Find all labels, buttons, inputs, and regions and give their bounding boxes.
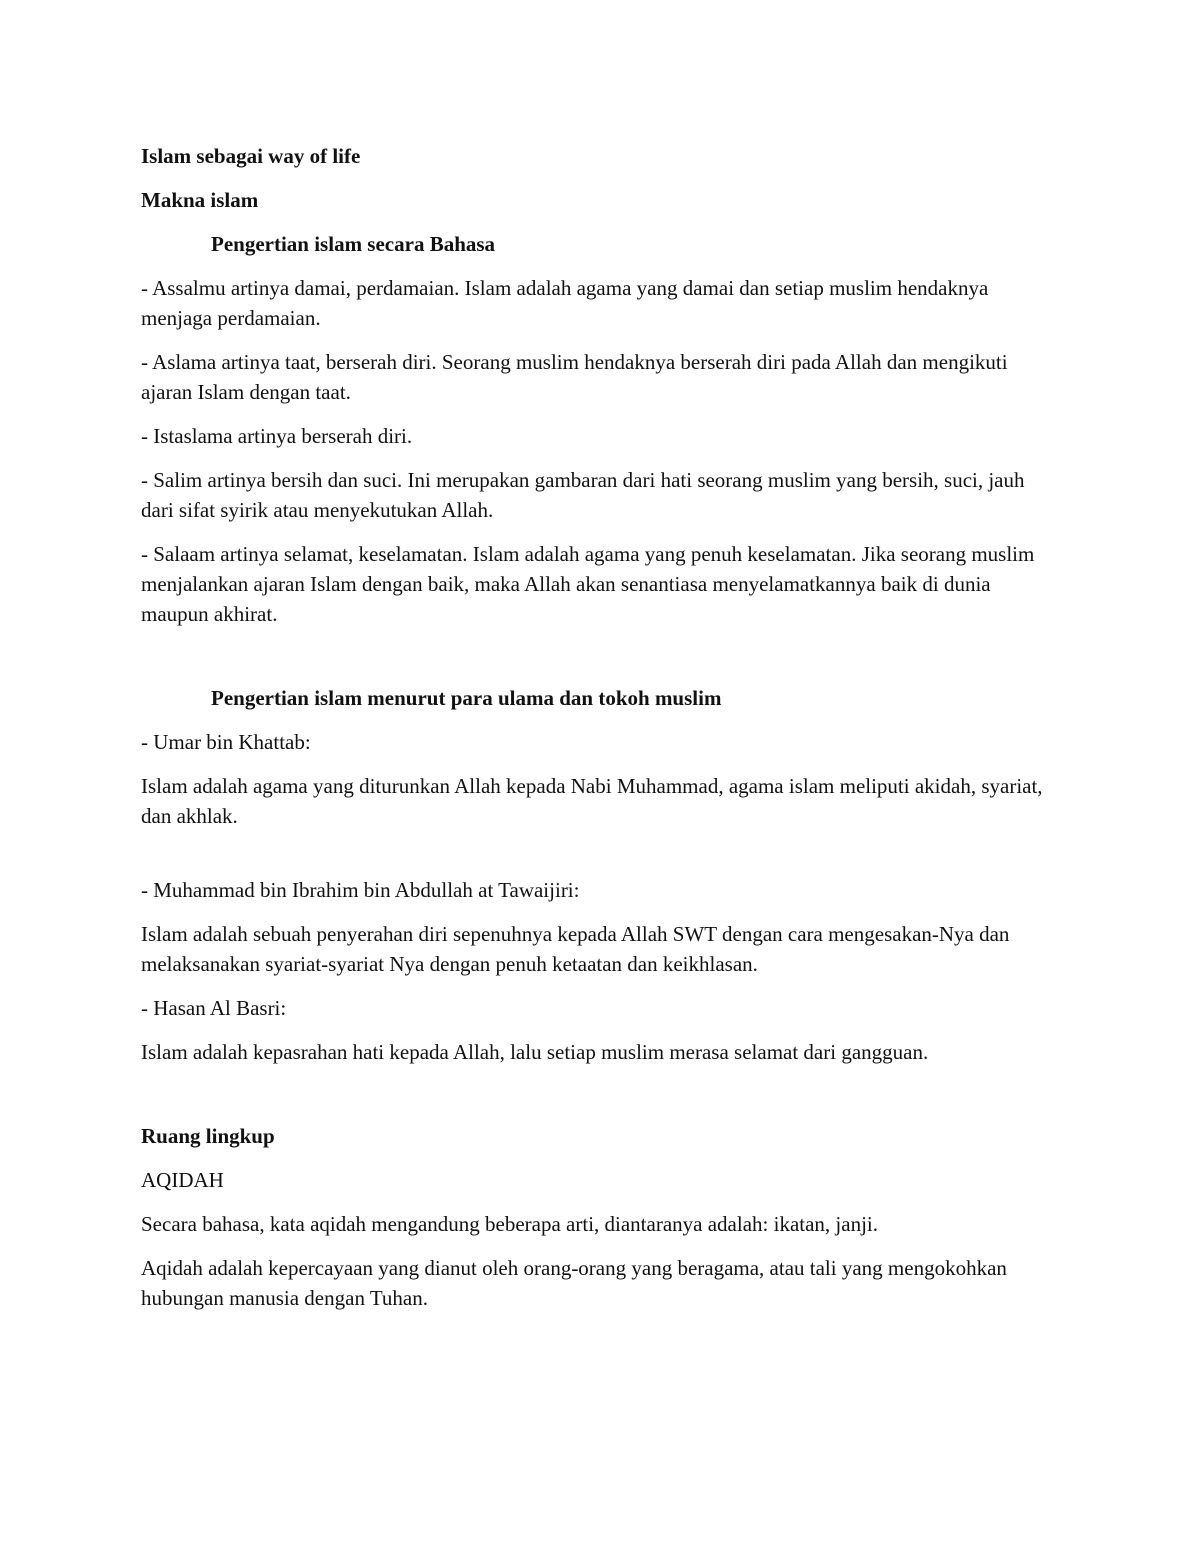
- scholar-name: - Muhammad bin Ibrahim bin Abdullah at Tawaijiri:: [141, 878, 580, 902]
- paragraph: Secara bahasa, kata aqidah mengandung beberapa arti, diantaranya adalah: ikatan, janji.: [141, 1212, 878, 1236]
- paragraph: Aqidah adalah kepercayaan yang dianut oleh orang-orang yang beragama, atau tali yang mengokohkan hubungan manusia dengan Tuhan.: [141, 1256, 1007, 1310]
- list-item: - Istaslama artinya berserah diri.: [141, 424, 413, 448]
- scholar-quote: Islam adalah sebuah penyerahan diri sepenuhnya kepada Allah SWT dengan cara mengesakan-Nya dan melaksanakan syariat-syariat Nya dengan penuh ketaatan dan keikhlasan.: [141, 922, 1010, 976]
- list-item: - Salaam artinya selamat, keselamatan. Islam adalah agama yang penuh keselamatan. Jika seorang muslim menjalankan ajaran Islam dengan baik, maka Allah akan senantiasa menyelamatkannya baik di dunia maupun akhirat.: [141, 542, 1035, 626]
- section-heading-ruang-lingkup: Ruang lingkup: [141, 1124, 275, 1148]
- list-item: - Assalmu artinya damai, perdamaian. Islam adalah agama yang damai dan setiap muslim hendaknya menjaga perdamaian.: [141, 276, 989, 330]
- section-heading-makna-islam: Makna islam: [141, 188, 259, 212]
- scholar-quote: Islam adalah kepasrahan hati kepada Allah, lalu setiap muslim merasa selamat dari gangguan.: [141, 1040, 929, 1064]
- scholar-quote: Islam adalah agama yang diturunkan Allah kepada Nabi Muhammad, agama islam meliputi akidah, syariat, dan akhlak.: [141, 774, 1043, 828]
- subheading-pengertian-ulama: Pengertian islam menurut para ulama dan tokoh muslim: [211, 686, 722, 710]
- scholar-name: - Umar bin Khattab:: [141, 730, 311, 754]
- list-item: - Aslama artinya taat, berserah diri. Seorang muslim hendaknya berserah diri pada Allah dan mengikuti ajaran Islam dengan taat.: [141, 350, 1008, 404]
- list-item: - Salim artinya bersih dan suci. Ini merupakan gambaran dari hati seorang muslim yang bersih, suci, jauh dari sifat syirik atau menyekutukan Allah.: [141, 468, 1025, 522]
- document-page: [141, 141, 1051, 1327]
- subheading-pengertian-bahasa: Pengertian islam secara Bahasa: [211, 232, 496, 256]
- subheading-aqidah: AQIDAH: [141, 1168, 224, 1192]
- document-title: Islam sebagai way of life: [141, 144, 361, 168]
- scholar-name: - Hasan Al Basri:: [141, 996, 287, 1020]
